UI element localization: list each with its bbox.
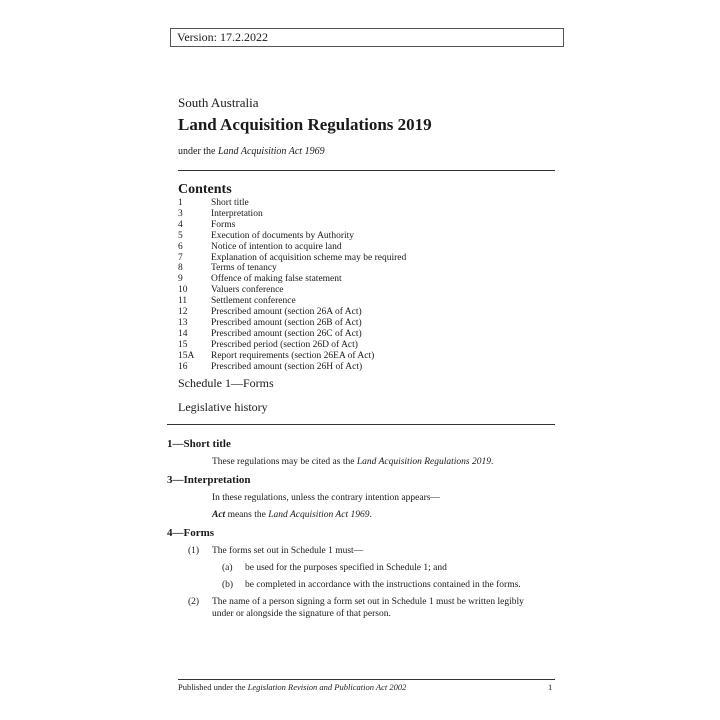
enabling-act-line (178, 146, 325, 157)
toc-legislative-history[interactable]: Legislative history (178, 400, 268, 414)
toc-entry-label: Offence of making false statement (211, 274, 342, 285)
toc-entry-number: 3 (178, 208, 183, 219)
toc-entry-number: 15A (178, 350, 195, 361)
toc-entry[interactable] (178, 362, 406, 373)
regulation-title: Land Acquisition Regulations 2019 (178, 115, 432, 134)
paragraph-number: (a) (222, 563, 233, 573)
text-italic: Land Acquisition Regulations 2019 (356, 457, 491, 467)
contents-heading: Contents (178, 182, 232, 197)
subsection-number: (2) (188, 597, 200, 607)
section-text: In these regulations, unless the contrary intention appears— (212, 493, 440, 503)
toc-entry-number: 16 (178, 361, 188, 372)
toc-entry-number: 8 (178, 263, 183, 274)
toc-entry-number: 11 (178, 296, 188, 307)
text-span: means the (225, 510, 269, 520)
footer-publication (178, 682, 406, 692)
section-heading-forms: 4—Forms (167, 527, 215, 539)
toc-entry-number: 9 (178, 274, 183, 285)
toc-entry[interactable] (178, 296, 406, 307)
footer-divider (178, 679, 555, 680)
toc-entry-label: Notice of intention to acquire land (211, 241, 342, 252)
toc-entry-number: 4 (178, 219, 183, 230)
toc-entry[interactable] (178, 329, 406, 340)
paragraph-number: (b) (222, 580, 234, 590)
text-span: . (490, 457, 494, 467)
toc-entry-label: Prescribed period (section 26D of Act) (211, 339, 358, 350)
toc-entry-label: Valuers conference (211, 285, 284, 296)
toc-entry-label: Interpretation (211, 208, 263, 219)
toc-entry-number: 1 (178, 198, 183, 208)
subsection-number: (1) (188, 546, 200, 556)
version-text: Version: 17.2.2022 (177, 30, 268, 44)
toc-entry-label: Execution of documents by Authority (211, 230, 355, 241)
text-span: These regulations may be cited as the (212, 457, 357, 467)
divider (178, 170, 555, 171)
under-prefix: under the (178, 146, 218, 157)
section-heading-interpretation: 3—Interpretation (167, 474, 251, 486)
divider (167, 424, 555, 425)
toc-entry-number: 15 (178, 339, 188, 350)
toc-entry[interactable] (178, 274, 406, 285)
toc-entry[interactable] (178, 231, 406, 242)
toc-entry-number: 5 (178, 230, 183, 241)
toc-entry-number: 10 (178, 285, 188, 296)
toc-entry[interactable] (178, 198, 406, 209)
toc-entry-number: 12 (178, 307, 188, 318)
toc-entry[interactable] (178, 220, 406, 231)
toc-entry[interactable] (178, 209, 406, 220)
toc-entry[interactable] (178, 318, 406, 329)
text-italic: Land Acquisition Act 1969 (268, 510, 370, 520)
toc-entry[interactable] (178, 307, 406, 318)
definition (212, 509, 372, 521)
toc-entry-number: 13 (178, 317, 188, 328)
toc-entry-number: 14 (178, 328, 188, 339)
toc-entry[interactable] (178, 285, 406, 296)
footer-act-link[interactable]: Legislation Revision and Publication Act 2002 (247, 682, 407, 692)
toc-entry-label: Forms (211, 219, 236, 230)
toc-entry[interactable] (178, 340, 406, 351)
subsection-text (212, 596, 524, 620)
paragraph-text: be used for the purposes specified in Schedule 1; and (245, 563, 447, 573)
toc-entry[interactable] (178, 242, 406, 253)
toc-entry-label: Prescribed amount (section 26B of Act) (211, 317, 362, 328)
toc-entry-number: 7 (178, 252, 183, 263)
version-label (170, 28, 564, 47)
defined-term: Act (212, 510, 226, 520)
toc-entry[interactable] (178, 263, 406, 274)
section-text (212, 456, 493, 468)
toc-entry-label: Report requirements (section 26EA of Act) (211, 350, 375, 361)
text-span: . (369, 510, 372, 520)
table-of-contents (178, 198, 406, 373)
paragraph-text: be completed in accordance with the instructions contained in the forms. (245, 580, 521, 590)
toc-entry-number: 6 (178, 241, 183, 252)
toc-entry-label: Explanation of acquisition scheme may be required (211, 252, 407, 263)
toc-entry[interactable] (178, 253, 406, 264)
toc-entry[interactable] (178, 351, 406, 362)
toc-entry-label: Short title (211, 198, 249, 208)
enabling-act-link[interactable]: Land Acquisition Act 1969 (218, 146, 325, 157)
toc-entry-label: Settlement conference (211, 296, 296, 307)
toc-entry-label: Prescribed amount (section 26C of Act) (211, 328, 362, 339)
subsection-text: The forms set out in Schedule 1 must— (212, 546, 364, 556)
text-line: The name of a person signing a form set out in Schedule 1 must be written legibly (212, 597, 524, 607)
text-span: Published under the (178, 682, 248, 692)
toc-entry-label: Terms of tenancy (211, 263, 277, 274)
toc-entry-label: Prescribed amount (section 26A of Act) (211, 307, 362, 318)
jurisdiction: South Australia (178, 95, 259, 110)
page-number: 1 (548, 682, 553, 692)
text-line: under or alongside the signature of that person. (212, 609, 391, 619)
section-heading-short-title: 1—Short title (167, 438, 231, 450)
toc-schedule-1[interactable]: Schedule 1—Forms (178, 376, 274, 390)
toc-entry-label: Prescribed amount (section 26H of Act) (211, 361, 363, 372)
